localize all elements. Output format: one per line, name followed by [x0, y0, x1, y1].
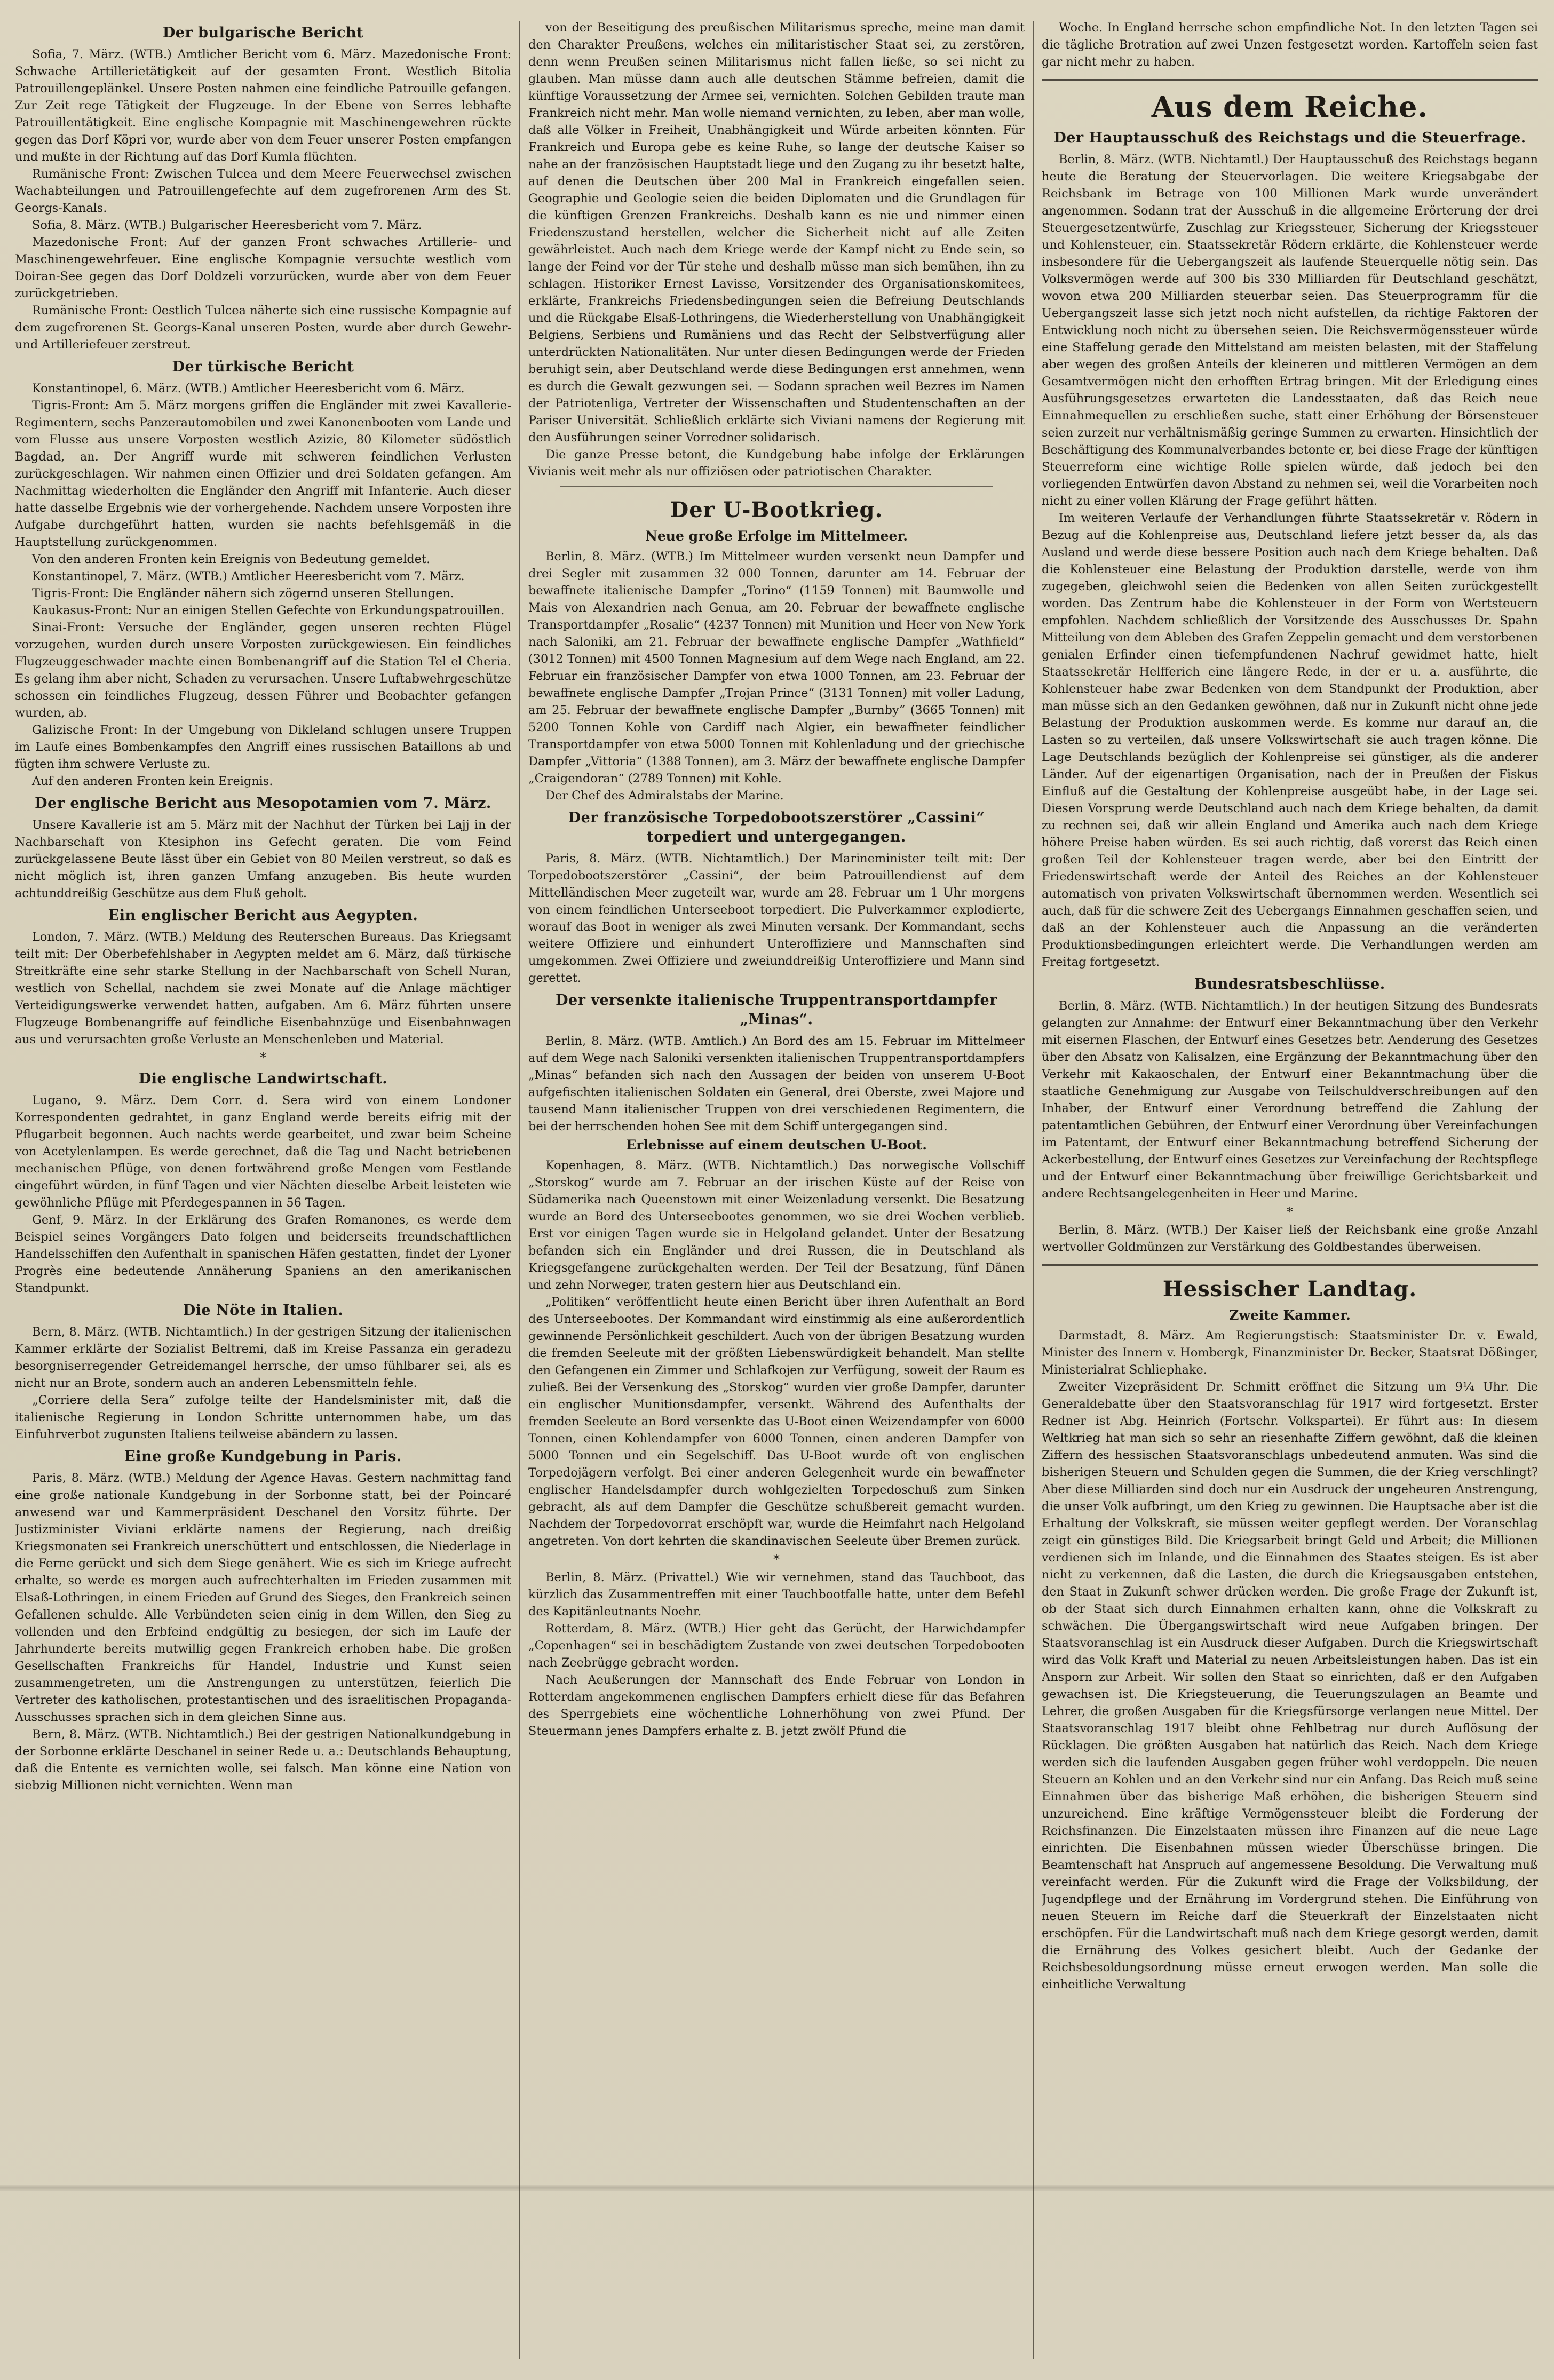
- paper-fold-line: [0, 2185, 1554, 2191]
- article-headline: Die Nöte in Italien.: [183, 1302, 344, 1319]
- paragraph: Bern, 8. März. (WTB. Nichtamtlich.) In der gestrigen Sitzung der italienischen Kammer erklärte der Sozialist Beltremi, daß im Kreise Passanza ein geradezu besorgniserregender Getreidemangel herrsche, der umso fühlbarer sei, als es nicht nur an Brote, sondern auch an anderen Lebensmitteln fehle.: [15, 1325, 511, 1390]
- paragraph: Zweiter Vizepräsident Dr. Schmitt eröffnet die Sitzung um 9¼ Uhr. Die Generaldebatte über den Staatsvoranschlag für 1917 wird fortgesetzt. Erster Redner ist Abg. Heinrich (Fortschr. Volkspartei). Er führt aus: In diesem Weltkrieg hat man sich so sehr an riesenhafte Ziffern gewöhnt, daß die kleinen Ziffern des hessischen Staatsvoranschlags unbedeutend anmuten. Was sind die bisherigen Steuern und Schulden gegen die Summen, die der Krieg verschlingt? Aber diese Milliarden sind doch nur ein Ausdruck der ungeheuren Anstrengung, die unser Volk aufbringt, um den Krieg zu gewinnen. Die Hauptsache aber ist die Erhaltung der Volkskraft, sie müssen weiter gepflegt werden. Der Voranschlag zeigt ein günstiges Bild. Die Kriegsarbeit bringt Geld und Arbeit; die Millionen verdienen sich im Inlande, und die Einnahmen des Staates steigen. Es ist aber nicht zu verkennen, daß die Lasten, die durch die Kriegsausgaben entstehen, den Staat in Zukunft schwer drücken werden. Die große Frage der Zukunft ist, ob der Staat sich durch Einnahmen erhalten kann, ohne die Volkskraft zu schwächen. Die Übergangswirtschaft wird neue Aufgaben bringen. Der Staatsvoranschlag ist ein Ausdruck dieser Aufgaben. Durch die Kriegswirtschaft wird das Volk Kraft und Material zu neuen Arbeitsleistungen haben. Das ist ein Ansporn zur Arbeit. Wir sollen den Staat so einrichten, daß er den Aufgaben gewachsen ist. Die Kriegsteuerung, die Teuerungszulagen an Beamte und Lehrer, die großen Ausgaben für die Kriegsfürsorge verlangen neue Mittel. Der Staatsvoranschlag 1917 bleibt ohne Fehlbetrag nur durch Auflösung der Rücklagen. Die größten Ausgaben hat natürlich das Reich. Nach dem Kriege werden sich die laufenden Ausgaben gegen früher wohl verdoppeln. Die neuen Steuern an Kohlen und an den Verkehr sind nur ein Anfang. Das Reich muß seine Einnahmen über das bisherige Maß erhöhen, die bisherigen Steuern sind unzureichend. Eine kräftige Vermögenssteuer bleibt die Forderung der Reichsfinanzen. Die Einzelstaaten müssen ihre Finanzen auf die neue Lage einrichten. Die Eisenbahnen müssen wieder Überschüsse bringen. Die Beamtenschaft hat Anspruch auf angemessene Besoldung. Die Verwaltung muß vereinfacht werden. Für die Zukunft wird die Frage der Volksbildung, der Jugendpflege und der Ernährung im Vordergrund stehen. Die Einführung von neuen Steuern im Reiche darf die Steuerkraft der Einzelstaaten nicht erschöpfen. Für die Landwirtschaft muß nach dem Kriege gesorgt werden, damit die Ernährung des Volkes gesichert bleibt. Auch der Gedanke der Reichsbesoldungsordnung müsse erneut erwogen werden. Man solle die einheitliche Verwaltung: [1042, 1380, 1538, 1992]
- paragraph: Die ganze Presse betont, die Kundgebung habe infolge der Erklärungen Vivianis weit mehr als nur offiziösen oder patriotischen Charakter.: [528, 448, 1025, 479]
- paragraph: Galizische Front: In der Umgebung von Dikleland schlugen unsere Truppen im Laufe eines Bombenkampfes den Angriff eines russischen Bataillons ab und fügten ihm schwere Verluste zu.: [15, 723, 511, 771]
- paragraph: Darmstadt, 8. März. Am Regierungstisch: Staatsminister Dr. v. Ewald, Minister des Innern v. Hombergk, Finanzminister Dr. Becker, Staatsrat Dößinger, Ministerialrat Schliephake.: [1042, 1329, 1538, 1377]
- column-right: [1042, 19, 1538, 1993]
- column-left: [15, 19, 511, 1794]
- article-headline: Die englische Landwirtschaft.: [138, 1070, 388, 1087]
- paragraph: „Politiken“ veröffentlicht heute einen Bericht über ihren Aufenthalt an Bord des Unterseebootes. Der Kommandant wird einstimmig als eine außerordentlich gewinnende Persönlichkeit geschildert. Auch von der übrigen Besatzung wurden die fremden Seeleute mit der größten Liebenswürdigkeit behandelt. Man stellte den Gefangenen ein Zimmer und Schlafkojen zur Verfügung, soweit der Raum es zuließ. Bei der Versenkung des „Storskog“ wurden vier große Dampfer, darunter ein englischer Munitionsdampfer, versenkt. Während des Aufenthalts der fremden Seeleute an Bord versenkte das U-Boot einen Weizendampfer von 6000 Tonnen, einen Kohlendampfer von 6000 Tonnen, einen anderen Dampfer von 5000 Tonnen und ein Segelschiff. Das U-Boot wurde oft von englischen Torpedojägern verfolgt. Bei einer anderen Gelegenheit wurde ein bewaffneter englischer Handelsdampfer durch wohlgezielten Torpedoschuß zum Sinken gebracht, als auf dem Dampfer die Geschütze schußbereit gemacht wurden. Nachdem der Torpedovorrat erschöpft war, wurde die Heimfahrt nach Helgoland angetreten. Von dort kehrten die skandinavischen Seeleute über Bremen zurück.: [528, 1295, 1025, 1548]
- section-rule: [1042, 79, 1538, 81]
- paragraph: Sofia, 7. März. (WTB.) Amtlicher Bericht vom 6. März. Mazedonische Front: Schwache Artillerietätigkeit auf der gesamten Front. Westlich Bitolia Patrouillengeplänkel. Unsere Posten nahmen eine feindliche Patrouille gefangen. Zur Zeit rege Tätigkeit der Flugzeuge. In der Ebene von Serres lebhafte Patrouillentätigkeit. Eine englische Kompagnie mit Maschinengewehren rückte gegen das Dorf Köpri vor, wurde aber von dem Feuer unserer Posten empfangen und mußte in der Richtung auf das Dorf Kumla flüchten.: [15, 47, 511, 164]
- paragraph: Berlin, 8. März. (WTB. Amtlich.) An Bord des am 15. Februar im Mittelmeer auf dem Wege nach Saloniki versenkten italienischen Truppentransportdampfers „Minas“ befanden sich nach den Aussagen der beiden von unserem U-Boot aufgefischten italienischen Soldaten ein General, drei Oberste, zwei Majore und tausend Mann italienischer Truppen von drei verschiedenen Regimentern, die bei der herrschenden hohen See mit dem Schiff untergegangen sind.: [528, 1034, 1025, 1133]
- paragraph: London, 7. März. (WTB.) Meldung des Reuterschen Bureaus. Das Kriegsamt teilt mit: Der Oberbefehlshaber in Aegypten meldet am 6. März, daß türkische Streitkräfte eine sehr starke Stellung in der Nachbarschaft von Schell Nuran, westlich von Schellal, nachdem sie zwei Monate auf die Anlage mächtiger Verteidigungswerke verwendet hatten, aufgaben. Am 6. März führten unsere Flugzeuge Bombenangriffe auf feindliche Eisenbahnzüge und Eisenbahnwagen aus und verursachten große Verluste an Menschenleben und Material.: [15, 930, 511, 1046]
- paragraph: Berlin, 8. März. (WTB. Nichtamtlich.) In der heutigen Sitzung des Bundesrats gelangten zur Annahme: der Entwurf einer Bekanntmachung über den Verkehr mit eisernen Flaschen, der Entwurf eines Gesetzes betr. Aenderung des Gesetzes über den Absatz von Kalisalzen, eine Ergänzung der Bekanntmachung über den Verkehr mit Kakaoschalen, der Entwurf einer Bekanntmachung über die staatliche Genehmigung zur Ausgabe von Teilschuldverschreibungen auf den Inhaber, der Entwurf einer Verordnung betreffend die Zahlung der patentamtlichen Gebühren, der Entwurf einer Verordnung über Vereinfachungen im Patentamt, der Entwurf einer Bekanntmachung betreffend Sicherung der Ackerbestellung, der Entwurf eines Gesetzes zur Vereinfachung der Rechtspflege und der Entwurf einer Bekanntmachung über freiwillige Gerichtsbarkeit und andere Rechtsangelegenheiten in Heer und Marine.: [1042, 999, 1538, 1201]
- article-headline: Der englische Bericht aus Mesopotamien vom 7. März.: [35, 795, 491, 812]
- paragraph: Berlin, 8. März. (WTB.) Der Kaiser ließ der Reichsbank eine große Anzahl wertvoller Goldmünzen zur Verstärkung des Goldbestandes überweisen.: [1042, 1223, 1538, 1254]
- article-headline: Bundesratsbeschlüsse.: [1194, 976, 1385, 993]
- paragraph: Nach Aeußerungen der Mannschaft des Ende Februar von London in Rotterdam angekommenen englischen Dampfers erhielt diese für das Befahren des Sperrgebiets eine wöchentliche Lohnerhöhung von zwei Pfund. Der Steuermann jenes Dampfers erhalte z. B. jetzt zwölf Pfund die: [528, 1673, 1025, 1738]
- paragraph: Sofia, 8. März. (WTB.) Bulgarischer Heeresbericht vom 7. März.: [32, 218, 422, 232]
- section-asterisk: *: [773, 1552, 780, 1567]
- article-headline: Ein englischer Bericht aus Aegypten.: [108, 907, 418, 924]
- article-headline: Eine große Kundgebung in Paris.: [124, 1448, 402, 1465]
- article-headline: Der bulgarische Bericht: [162, 25, 364, 41]
- paragraph: Unsere Kavallerie ist am 5. März mit der Nachhut der Türken bei Lajj in der Nachbarschaft von Ktesiphon ins Gefecht geraten. Die vom Feind zurückgelassene Beute lässt über ein Gebiet von 80 Meilen verstreut, so daß es nicht möglich ist, ihren ganzen Umfang anzugeben. Bis heute wurden achtunddreißig Geschütze aus dem Fluß geholt.: [15, 818, 511, 900]
- article-headline: Aus dem Reiche.: [1151, 90, 1429, 124]
- section-asterisk: *: [260, 1050, 266, 1065]
- article-headline: Der versenkte italienische Truppentransportdampfer „Minas“.: [556, 992, 997, 1028]
- article-subheadline: Zweite Kammer.: [1229, 1307, 1351, 1323]
- article-headline: Der U-Bootkrieg.: [670, 497, 883, 522]
- paragraph: Woche. In England herrsche schon empfindliche Not. In den letzten Tagen sei die tägliche Brotration auf zwei Unzen festgesetzt worden. Kartoffeln seien fast gar nicht mehr zu haben.: [1042, 21, 1538, 69]
- paragraph: Paris, 8. März. (WTB. Nichtamtlich.) Der Marineminister teilt mit: Der Torpedobootszerstörer „Cassini“, der beim Patrouillendienst auf dem Mittelländischen Meer zugeteilt war, wurde am 28. Februar um 1 Uhr morgens von einem feindlichen Unterseeboot torpediert. Die Pulverkammer explodierte, worauf das Boot in weniger als zwei Minuten versank. Der Kommandant, sechs weitere Offiziere und einhundert Unteroffiziere und Mannschaften sind umgekommen. Zwei Offiziere und zweiunddreißig Unteroffiziere und Mann sind gerettet.: [528, 852, 1025, 985]
- paragraph: „Corriere della Sera“ zufolge teilte der Handelsminister mit, daß die italienische Regierung in London Schritte unternommen habe, um das Einfuhrverbot zugunsten Italiens teilweise abändern zu lassen.: [15, 1393, 511, 1441]
- paragraph: Berlin, 8. März. (WTB.) Im Mittelmeer wurden versenkt neun Dampfer und drei Segler mit zusammen 32 000 Tonnen, darunter am 14. Februar der bewaffnete italienische Dampfer „Torino“ (1159 Tonnen) mit Baumwolle und Mais von Alexandrien nach Genua, am 20. Februar der bewaffnete englische Transportdampfer „Rosalie“ (4237 Tonnen) mit Munition und Heer von New York nach Saloniki, am 21. Februar der bewaffnete englische Dampfer „Wathfield“ (3012 Tonnen) mit 4500 Tonnen Magnesium auf dem Wege nach England, am 22. Februar ein französischer Dampfer von etwa 1000 Tonnen, am 23. Februar der bewaffnete englische Dampfer „Trojan Prince“ (3131 Tonnen) mit voller Ladung, am 25. Februar der bewaffnete englische Dampfer „Burnby“ (3665 Tonnen) mit 5200 Tonnen Kohle von Cardiff nach Algier, ein bewaffneter feindlicher Transportdampfer von etwa 5000 Tonnen mit Kohlenladung und der griechische Dampfer „Vittoria“ (1388 Tonnen), am 3. März der bewaffnete englische Dampfer „Craigendoran“ (2789 Tonnen) mit Kohle.: [528, 550, 1025, 786]
- article-subheadline: Erlebnisse auf einem deutschen U-Boot.: [626, 1137, 927, 1153]
- paragraph: Tigris-Front: Am 5. März morgens griffen die Engländer mit zwei Kavallerie-Regimentern, sechs Panzerautomobilen und zwei Kanonenbooten vom Lande und vom Flusse aus unsere Vorposten westlich Azizie, 80 Kilometer südöstlich Bagdad, an. Der Angriff wurde mit schweren feindlichen Verlusten zurückgeschlagen. Wir nahmen einen Offizier und drei Soldaten gefangen. Am Nachmittag wiederholten die Engländer den Angriff mit Infanterie. Auch dieser hatte dasselbe Ergebnis wie der vorhergehende. Nachdem unsere Vorposten ihre Aufgabe durchgeführt hatten, wurden sie nachts befehlsgemäß in die Hauptstellung zurückgenommen.: [15, 399, 511, 549]
- paragraph: Tigris-Front: Die Engländer nähern sich zögernd unseren Stellungen.: [32, 586, 454, 600]
- paragraph: Lugano, 9. März. Dem Corr. d. Sera wird von einem Londoner Korrespondenten gedrahtet, in ganz England werde bereits eifrig mit der Pflugarbeit begonnen. Auch nachts werde gearbeitet, und zwar beim Scheine von Acetylenlampen. Es werde gerechnet, daß die Tag und Nacht betriebenen mechanischen Pflüge, von denen fortwährend große Mengen vom Festlande eingeführt würden, in fünf Tagen und vier Nächten dieselbe Arbeit leisteten wie gewöhnliche Pflüge mit Pferdegespannen in 56 Tagen.: [15, 1093, 511, 1210]
- section-rule: [560, 486, 993, 487]
- paragraph: Mazedonische Front: Auf der ganzen Front schwaches Artillerie- und Maschinengewehrfeuer. Eine englische Kompagnie versuchte westlich vom Doiran-See gegen das Dorf Doldzeli vorzurücken, wurde aber von dem Feuer zurückgetrieben.: [15, 235, 511, 300]
- column-rule: [519, 21, 520, 2359]
- paragraph: Von den anderen Fronten kein Ereignis von Bedeutung gemeldet.: [32, 552, 431, 566]
- paragraph: Genf, 9. März. In der Erklärung des Grafen Romanones, es werde dem Beispiel seines Vorgängers Dato folgen und beiderseits freundschaftlichen Handelsschiffen den Aufenthalt in spanischen Häfen gestatten, findet der Lyoner Progrès eine bedeutende Annäherung Spaniens an den amerikanischen Standpunkt.: [15, 1213, 511, 1295]
- paragraph: Berlin, 8. März. (WTB. Nichtamtl.) Der Hauptausschuß des Reichstags begann heute die Beratung der Steuervorlagen. Die weitere Kriegsabgabe der Reichsbank im Betrage von 100 Millionen Mark wurde unverändert angenommen. Sodann trat der Ausschuß in die allgemeine Erörterung der drei Steuergesetzentwürfe, Zuschlag zur Kriegssteuer, Sicherung der Kriegssteuer und Kohlensteuer, ein. Staatssekretär Rödern erklärte, die Kohlensteuer werde insbesondere für die Uebergangszeit als laufende Steuerquelle nötig sein. Das Volksvermögen werde auf 300 bis 330 Milliarden für Deutschland geschätzt, wovon etwa 200 Milliarden steuerbar seien. Das Steuerprogramm für die Uebergangszeit lasse sich jetzt noch nicht aufstellen, da richtige Faktoren der Entwicklung noch nicht zu übersehen seien. Die Reichsvermögenssteuer würde eine Staffelung gerade den Mittelstand am meisten belasten, mit der Staffelung aber wegen des großen Anteils der kleineren und mittleren Vermögen an dem Gesamtvermögen nicht den erhofften Ertrag bringen. Mit der Erledigung eines Ausführungsgesetzes erwarteten die Landesstaaten, daß das Reich neue Einnahmequellen zu erschließen suche, statt einer Erhöhung der Börsensteuer seien zurzeit nur verhältnismäßig geringe Summen zu erwarten. Hinsichtlich der Beschäftigung des Kommunalverbandes betonte er, bei diese Frage der künftigen Steuerreform eine wichtige Rolle spielen würde, daß jedoch bei den vorliegenden Entwürfen davon Abstand zu nehmen sei, weil die Vorarbeiten noch nicht zu einer vollen Klärung der Frage geführt hätten.: [1042, 153, 1538, 508]
- paragraph: Im weiteren Verlaufe der Verhandlungen führte Staatssekretär v. Rödern in Bezug auf die Kohlenpreise aus, Deutschland liefere jetzt besser da, als das Ausland und werde diese bessere Position auch nach dem Kriege behalten. Daß die Kohlensteuer eine Belastung der Produktion darstelle, werde von ihm zugegeben, gleichwohl seien die Bedenken von allen Seiten zurückgestellt worden. Das Zentrum habe die Kohlensteuer in der Form von Wertsteuern empfohlen. Nachdem schließlich der Vorsitzende des Ausschusses Dr. Spahn Mitteilung von dem Ableben des Grafen Zeppelin gemacht und dem verstorbenen genialen Erfinder einen tiefempfundenen Nachruf gewidmet hatte, hielt Staatssekretär Helfferich eine längere Rede, in der er u. a. ausführte, die Kohlensteuer habe zwar Bedenken von dem Standpunkt der Produktion, aber man müsse sich an den Gedanken gewöhnen, daß nur in Zukunft nicht ohne jede Belastung der Produktion auskommen werde. Es komme nur darauf an, die Lasten so zu verteilen, daß unsere Volkswirtschaft sie auch tragen könne. Die Lage Deutschlands bezüglich der Kohlenpreise sei günstiger, als die anderer Länder. Auf der eigenartigen Organisation, nach der in Preußen der Fiskus Einfluß auf die Gestaltung der Kohlenpreise ausgeübt habe, in der Lage sei. Diesen Vorsprung werde Deutschland auch nach dem Kriege behalten, da damit zu rechnen sei, daß wir allein England und Amerika auch nach dem Kriege höhere Preise haben würden. Es sei auch richtig, daß vorerst das Reich einen großen Teil der Kohlensteuer tragen werde, aber bei den Eintritt der Friedenswirtschaft werde der Anteil des Reiches an der Kohlensteuer automatisch von privaten Volkswirtschaft übernommen werden. Wesentlich sei auch, daß für die schwere Zeit des Uebergangs Einnahmen geschaffen seien, und daß an der Kohlensteuer auch die Anpassung an die veränderten Produktionsbedingungen erleichtert werde. Die Verhandlungen werden am Freitag fortgesetzt.: [1042, 511, 1538, 969]
- article-headline: Der türkische Bericht: [172, 359, 354, 375]
- paragraph: Auf den anderen Fronten kein Ereignis.: [32, 774, 273, 788]
- paragraph: Bern, 8. März. (WTB. Nichtamtlich.) Bei der gestrigen Nationalkundgebung in der Sorbonne erklärte Deschanel in seiner Rede u. a.: Deutschlands Behauptung, daß die Entente es vernichten wolle, sei falsch. Man könne eine Nation von siebzig Millionen nicht vernichten. Wenn man: [15, 1727, 511, 1792]
- paragraph: Rumänische Front: Zwischen Tulcea und dem Meere Feuerwechsel zwischen Wachabteilungen und Patrouillengefechte auf dem zugefrorenen Arm des St. Georgs-Kanals.: [15, 167, 511, 215]
- paragraph: Konstantinopel, 6. März. (WTB.) Amtlicher Heeresbericht vom 6. März.: [32, 382, 465, 395]
- paragraph: Berlin, 8. März. (Privattel.) Wie wir vernehmen, stand das Tauchboot, das kürzlich das Zusammentreffen mit einer Tauchbootfalle hatte, unter dem Befehl des Kapitänleutnants Noehr.: [528, 1570, 1025, 1619]
- paragraph: Rotterdam, 8. März. (WTB.) Hier geht das Gerücht, der Harwichdampfer „Copenhagen“ sei in beschädigtem Zustande von zwei deutschen Torpedobooten nach Zeebrügge gebracht worden.: [528, 1622, 1025, 1670]
- paragraph: Konstantinopel, 7. März. (WTB.) Amtlicher Heeresbericht vom 7. März.: [32, 569, 465, 583]
- article-subheadline: Neue große Erfolge im Mittelmeer.: [645, 528, 908, 544]
- section-asterisk: *: [1287, 1204, 1293, 1219]
- column-middle: [528, 19, 1025, 1740]
- paragraph: Rumänische Front: Oestlich Tulcea näherte sich eine russische Kompagnie auf dem zugefrorenen St. Georgs-Kanal unseren Posten, wurde aber durch Gewehr- und Artilleriefeuer zerstreut.: [15, 304, 511, 352]
- article-headline: Der französische Torpedobootszerstörer „Cassini“ torpediert und untergegangen.: [568, 810, 985, 845]
- paragraph: Sinai-Front: Versuche der Engländer, gegen unseren rechten Flügel vorzugehen, wurden durch unsere Vorposten zurückgewiesen. Ein feindliches Flugzeuggeschwader machte einen Bombenangriff auf die Station Tel el Cheria. Es gelang ihm aber nicht, Schaden zu verursachen. Unsere Luftabwehrgeschütze schossen ein feindliches Flugzeug, dessen Führer und Beobachter gefangen wurden, ab.: [15, 621, 511, 720]
- column-rule: [1033, 21, 1034, 2359]
- paragraph: von der Beseitigung des preußischen Militarismus spreche, meine man damit den Charakter Preußens, welches ein militaristischer Staat sei, zu zerstören, denn wenn Preußen seinen Militarismus nicht fallen ließe, so sei nicht zu glauben. Man müsse dann auch alle deutschen Stämme befreien, damit die künftige Voraussetzung der Armee sei, vernichten. Solchen Gebilden traute man Frankreich nicht mehr. Man wolle niemand vernichten, zu leben, aber man wolle, daß alle Völker in Freiheit, Unabhängigkeit und Würde arbeiten könnten. Für Frankreich und Europa gebe es keine Ruhe, so lange der deutsche Kaiser so nahe an der französischen Hauptstadt liege und den Zugang zu ihr besetzt halte, auf denen die Deutschen über 200 Mal in Frankreich eingefallen seien. Geographie und Geologie seien die beiden Diplomaten und die Grundlagen für die künftigen Grenzen Frankreichs. Deshalb kann es nie und nimmer einen Friedenszustand herstellen, welcher die Sicherheit nicht auf alle Zeiten gewährleistet. Auch nach dem Kriege werde der Kampf nicht zu Ende sein, so lange der Feind vor der Tür stehe und deshalb müsse man sich bemühen, ihn zu schlagen. Historiker Ernest Lavisse, Vorsitzender des Organisationskomitees, erklärte, Frankreichs Friedensbedingungen seien die Befreiung Deutschlands und die Rückgabe Elsaß-Lothringens, die Wiederherstellung von Unabhängigkeit Belgiens, Serbiens und Rumäniens und das Recht der Selbstverfügung aller unterdrückten Nationalitäten. Nur unter diesen Bedingungen werde der Frieden beruhigt sein, aber Deutschland werde diese Bedingungen erst annehmen, wenn es durch die Gewalt gezwungen sei. — Sodann sprachen weil Bezres im Namen der Patriotenliga, Vertreter der Wissenschaften und Studentenschaften an der Pariser Universität. Schließlich erklärte sich Viviani namens der Regierung mit den Ausführungen seiner Vorredner solidarisch.: [528, 21, 1025, 445]
- section-rule: [1042, 1264, 1538, 1266]
- article-headline: Der Hauptausschuß des Reichstags und die Steuerfrage.: [1053, 130, 1526, 146]
- paragraph: Kaukasus-Front: Nur an einigen Stellen Gefechte von Erkundungspatrouillen.: [32, 604, 505, 617]
- paragraph: Paris, 8. März. (WTB.) Meldung der Agence Havas. Gestern nachmittag fand eine große nationale Kundgebung in der Sorbonne statt, bei der Poincaré anwesend war und Kammerpräsident Deschanel den Vorsitz führte. Der Justizminister Viviani erklärte namens der Regierung, nach dreißig Kriegsmonaten sei Frankreich unerschüttert und entschlossen, die Niederlage in die Ferne gerückt und sich dem Siege genähert. Wie es sich im Kriege aufrecht erhalte, so werde es morgen auch aufrechterhalten im Frieden zusammen mit Elsaß-Lothringen, in einem Frieden auf Grund des Sieges, den Frankreich seinen Gefallenen schulde. Alle Verbündeten seien einig in dem Willen, den Sieg zu vollenden und den Erbfeind endgültig zu besiegen, der sich im Laufe der Jahrhunderte bereits mutwillig gegen Frankreich erhoben habe. Die großen Gesellschaften Frankreichs für Handel, Industrie und Kunst seien zusammengetreten, um die Anstrengungen zu unterstützen, feierlich Die Vertreter des katholischen, protestantischen und des israelitischen Propaganda-Ausschusses sprachen sich in dem gleichen Sinne aus.: [15, 1471, 511, 1724]
- paragraph: Der Chef des Admiralstabs der Marine.: [545, 789, 784, 803]
- paragraph: Kopenhagen, 8. März. (WTB. Nichtamtlich.) Das norwegische Vollschiff „Storskog“ wurde am 7. Februar an der irischen Küste auf der Reise von Südamerika nach Queenstown mit einer Weizenladung versenkt. Die Besatzung wurde an Bord des Unterseebootes genommen, wo sie drei Wochen verblieb. Erst vor einigen Tagen wurde sie in Helgoland gelandet. Unter der Besatzung befanden sich ein Engländer und drei Russen, die in Deutschland als Kriegsgefangene zurückgehalten werden. Der Teil der Besatzung, fünf Dänen und zehn Norweger, traten gestern hier aus Deutschland ein.: [528, 1159, 1025, 1292]
- article-headline: Hessischer Landtag.: [1162, 1276, 1417, 1302]
